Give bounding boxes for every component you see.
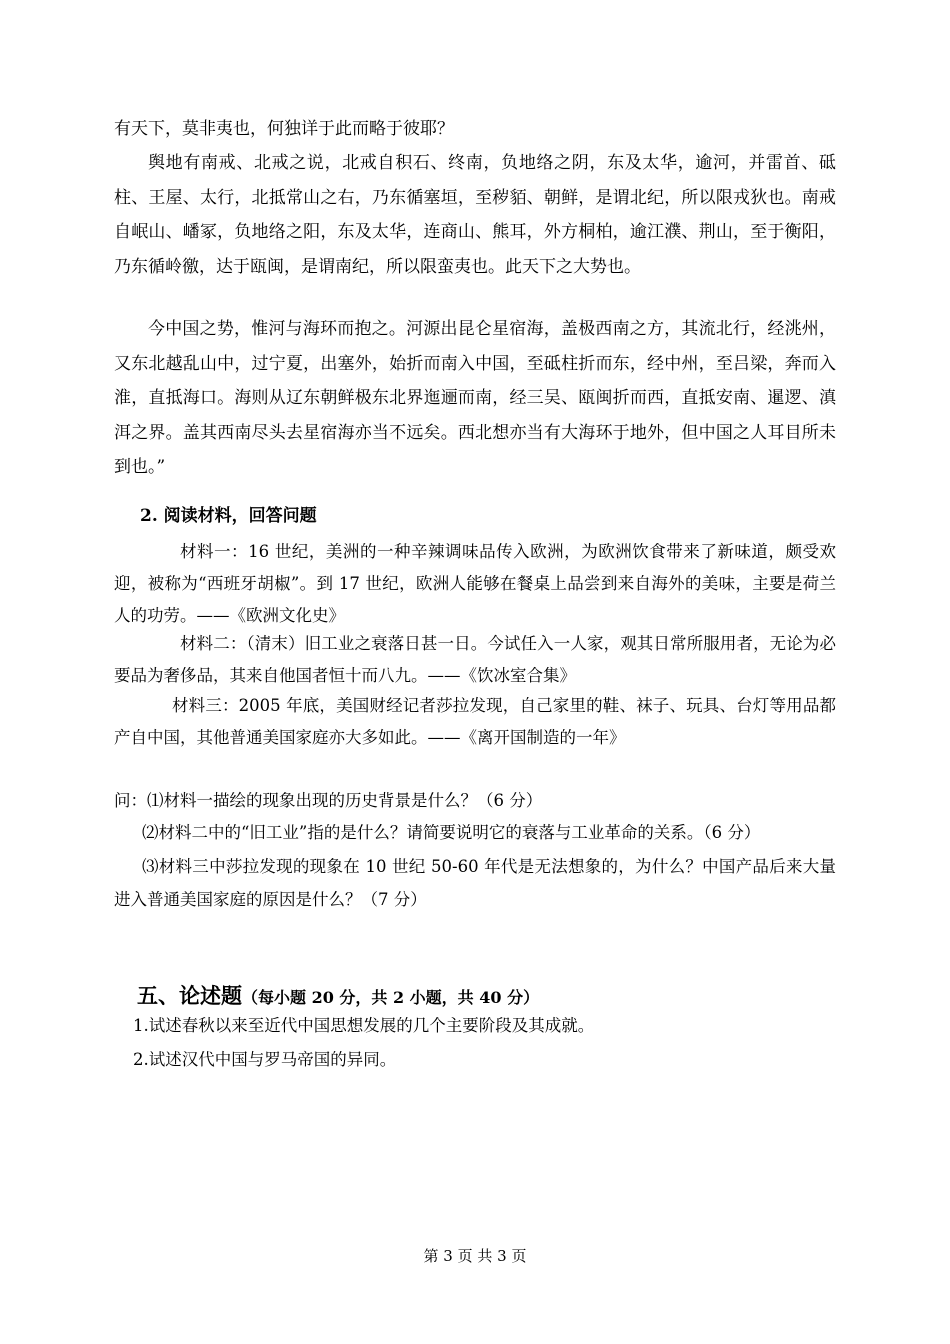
essay-question-1: 1.试述春秋以来至近代中国思想发展的几个主要阶段及其成就。	[133, 1016, 595, 1035]
sub-question-1: 问：⑴材料一描绘的现象出现的历史背景是什么？（6 分）	[114, 791, 543, 810]
material-2: 材料二：（清末）旧工业之衰落日甚一日。今试任入一人家，观其日常所服用者，无论为必要品为奢侈品，其来自他国者恒十而八九。——《饮冰室合集》	[114, 634, 836, 685]
page-footer: 第 3 页 共 3 页	[423, 1247, 527, 1265]
section-5-title: 五、论述题	[137, 983, 242, 1008]
material-1: 材料一：16 世纪，美洲的一种辛辣调味品传入欧洲，为欧洲饮食带来了新味道，颇受欢迎，被称为“西班牙胡椒”。到 17 世纪，欧洲人能够在餐桌上品尝到来自海外的美味，主要是荷兰人的功劳。——《欧洲文化史》	[114, 542, 836, 625]
material-3: 材料三：2005 年底，美国财经记者莎拉发现，自己家里的鞋、袜子、玩具、台灯等用品都产自中国，其他普通美国家庭亦大多如此。——《离开国制造的一年》	[114, 696, 836, 747]
passage-paragraph-3: 今中国之势，惟河与海环而抱之。河源出昆仑星宿海，盖极西南之方，其流北行，经洮州，又东北越乱山中，过宁夏，出塞外，始折而南入中国，至砥柱折而东，经中州，至吕梁，奔而入淮，直抵海口。海则从辽东朝鲜极东北界迤逦而南，经三吴、瓯闽折而西，直抵安南、暹逻、滇洱之界。盖其西南尽头去星宿海亦当不远矣。西北想亦当有大海环于地外，但中国之人耳目所未到也。”	[114, 319, 836, 477]
essay-question-2: 2.试述汉代中国与罗马帝国的异同。	[133, 1050, 397, 1069]
section-5-note: （每小题 20 分，共 2 小题，共 40 分）	[242, 988, 540, 1007]
question-2-heading: 2. 阅读材料，回答问题	[140, 506, 317, 526]
passage-paragraph-1: 有天下，莫非夷也，何独详于此而略于彼耶？	[114, 119, 454, 139]
sub-question-2: ⑵材料二中的“旧工业”指的是什么？请简要说明它的衰落与工业革命的关系。（6 分）	[142, 823, 761, 842]
section-5-heading	[137, 980, 539, 1014]
sub-question-3: ⑶材料三中莎拉发现的现象在 10 世纪 50-60 年代是无法想象的，为什么？中国产品后来大量进入普通美国家庭的原因是什么？（7 分）	[114, 857, 836, 909]
passage-paragraph-2: 舆地有南戒、北戒之说，北戒自积石、终南，负地络之阴，东及太华，逾河，并雷首、砥柱、王屋、太行，北抵常山之右，乃东循塞垣，至秽貊、朝鲜，是谓北纪，所以限戎狄也。南戒自岷山、嶓冢，负地络之阳，东及太华，连商山、熊耳，外方桐柏，逾江濮、荆山，至于衡阳，乃东循岭徼，达于瓯闽，是谓南纪，所以限蛮夷也。此天下之大势也。	[114, 153, 836, 277]
